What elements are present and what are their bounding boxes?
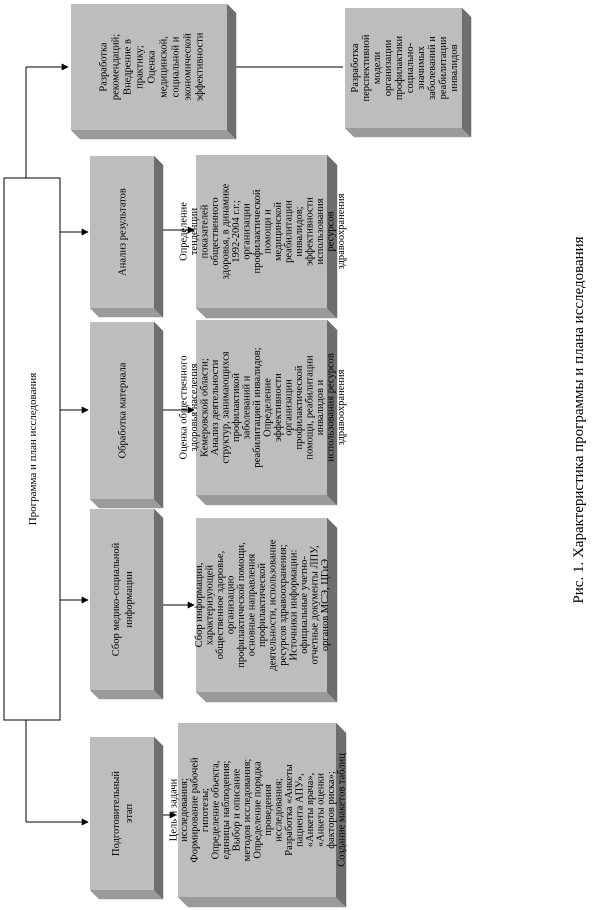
stage-0-detail-line: методов исследования; [242, 758, 253, 862]
stage-2-detail-line: Кемеровской области; [199, 358, 211, 457]
stage-1-title-line: информации [124, 571, 135, 628]
stage-3-detail-line: ресурсов [325, 211, 337, 252]
stage-4-detail-line: профилактики [394, 35, 405, 101]
stage-2-detail-line: помощи, реабилитации [304, 355, 316, 460]
stage-4-detail-box-side-face [462, 8, 471, 137]
stage-0-title-box-front-face [90, 737, 154, 890]
stage-0-title-box [90, 737, 163, 899]
stage-1-title-box [90, 509, 163, 699]
stage-0-detail-line: исследования; [179, 778, 190, 842]
stage-2-detail-line: здравоохранения [335, 369, 347, 446]
stage-4-detail-line: Разработка [350, 43, 361, 93]
stage-4-detail-line: социально- [405, 42, 416, 94]
stage-3-detail-line: здоровья, в динамике [220, 183, 232, 280]
stage-4-detail-box-bottom-face [345, 128, 471, 137]
stage-2-detail-line: Определение [262, 378, 274, 437]
stage-1-detail-box-bottom-face [196, 692, 337, 702]
stage-0-detail-line: проведения [263, 784, 274, 836]
stage-2-detail-line: Анализ деятельности [209, 359, 221, 456]
stage-4-title-line: Оценка [146, 50, 158, 84]
stage-3-detail-line: использования [314, 198, 326, 265]
stage-0-detail-line: Цель и задачи [168, 778, 180, 842]
stage-1-detail-line: органов МСЭ, ЦГиЭ [320, 558, 331, 652]
stage-2-title [118, 362, 129, 458]
stage-2-detail-line: структур, занимающихся [220, 351, 232, 464]
stage-3-title-box-side-face [154, 156, 163, 317]
stage-0-detail-line: пациента АПУ», [294, 773, 306, 847]
stage-3-detail-line: эффективности [304, 197, 316, 266]
stage-4-title-line: практику; [134, 45, 146, 89]
stage-4-detail [350, 34, 460, 101]
stage-0-detail-line: исследования; [273, 778, 285, 842]
stage-1-detail-line: отчетные документы ЛПУ, [309, 545, 321, 665]
stage-3-detail-line: Определение [178, 202, 190, 261]
stage-1-detail-line: Сбор информации, [194, 562, 205, 648]
stage-4-title-line: эффективности [194, 32, 206, 102]
stage-4-detail-line: модели [372, 51, 383, 85]
stage-1-detail-line: организацию [225, 575, 237, 635]
stage-1-detail-line: ресурсов здравоохранения; [278, 544, 289, 666]
stage-1-title-box-front-face [90, 509, 154, 690]
stage-2-title-box-bottom-face [90, 499, 163, 508]
stage-3-detail-line: здравоохранения [335, 193, 347, 270]
stage-4-title-line: рекомендаций; [110, 33, 122, 101]
stage-1-detail-line: Источники информации: [288, 549, 300, 661]
stage-2-detail-line: использования ресурсов [325, 353, 337, 462]
stage-0-title-box-side-face [154, 737, 163, 899]
stage-0-title-line: Подготовительный [111, 771, 122, 856]
stage-4-detail-line: перспективной [361, 34, 372, 102]
stage-1-detail-line: общественное здоровье, [215, 550, 226, 660]
stage-1-detail-line: профилактической помощи, [236, 542, 247, 668]
stage-4-title-box-side-face [227, 4, 236, 139]
stage-0-detail-line: Формирование рабочей [189, 757, 201, 863]
stage-0-detail-line: единицы наблюдения; [221, 760, 232, 860]
stage-3-detail-line: организации [241, 203, 253, 260]
stage-4-title-box-bottom-face [71, 130, 236, 139]
stage-0-detail-box-bottom-face [178, 897, 346, 907]
stage-0-detail-line: «Анкеты врача», [305, 772, 316, 848]
stage-0-detail-line: Создание макетов таблиц [336, 753, 348, 867]
stage-3-detail-line: медицинской [272, 201, 284, 262]
stage-2-title-box-side-face [154, 322, 163, 508]
stage-4-title-line: Разработка [98, 42, 110, 92]
stage-1-title-box-bottom-face [90, 690, 163, 699]
stage-2-title-line: Обработка материала [117, 362, 129, 459]
stage-1-detail-line: профилактической [257, 563, 268, 647]
stage-4-detail-box [345, 8, 471, 137]
stage-4-title-line: социальной и [170, 36, 182, 98]
stage-0-detail-line: Определение порядка [252, 761, 264, 859]
stage-2-detail-line: профилактикой [230, 372, 242, 443]
stage-3-detail-line: реабилитации [283, 200, 295, 263]
stage-0-detail-line: Разработка «Анкеты [284, 764, 295, 856]
stage-4-detail-line: заболеваний и [427, 36, 438, 100]
root-box [4, 178, 60, 720]
stage-0-detail-line: Определение объекта, [210, 760, 222, 860]
stage-2-detail-line: реабилитацией инвалидов; [251, 347, 263, 468]
stage-3-detail-line: инвалидов; [293, 206, 305, 257]
stage-3-detail-box [178, 155, 347, 318]
stage-2-detail-line: эффективности [272, 373, 284, 442]
stage-2-detail-line: здоровья населения [188, 363, 200, 452]
stage-0-detail-line: «Анкеты оценки [315, 772, 327, 848]
stage-2-detail-box-bottom-face [196, 495, 337, 505]
stage-0-detail-line: Выбор и описание [231, 768, 243, 852]
stage-0-detail-line: гипотезы; [200, 787, 211, 833]
stage-4-title-line: Внедрение в [122, 39, 134, 95]
stage-2-detail-line: инвалидов и [314, 379, 326, 436]
stage-2-detail-box [178, 320, 347, 505]
stage-1-detail-box [194, 518, 337, 702]
stage-1-detail-line: основные направления [246, 553, 258, 657]
stage-2-detail-line: организации [283, 379, 295, 436]
stage-0-title-line: этап [124, 803, 135, 824]
stage-2-detail-line: заболеваний и [241, 375, 253, 440]
figure-caption: Рис. 1. Характеристика программы и плана исследования [571, 236, 587, 604]
stage-1-detail-line: характеризующей [204, 564, 216, 646]
stage-1-detail-line: официальные учетно- [299, 556, 310, 654]
stage-4-title-line: экономической [182, 33, 194, 101]
stage-4-detail-line: реабилитации [438, 36, 449, 100]
stage-4-title-line: медицинской, [158, 36, 170, 98]
stage-2-detail-line: Оценка общественного [178, 355, 190, 460]
stage-1-title-line: Сбор медико-социальной [111, 542, 122, 657]
root-label: Программа и план исследования [27, 372, 39, 526]
stage-0-title-box-bottom-face [90, 890, 163, 899]
stage-3-detail-line: помощи и [262, 209, 274, 254]
stage-3-title-box-bottom-face [90, 308, 163, 317]
stage-4-detail-line: значимых [416, 46, 427, 90]
stage-1-detail-line: деятельности, использование [267, 539, 279, 671]
stage-3-detail-line: тенденции [188, 207, 200, 256]
stage-0-detail-box [169, 723, 348, 907]
stage-3-title-line: Анализ результатов [117, 188, 129, 276]
stage-3-title [118, 188, 129, 276]
stage-2-detail-line: профилактической [293, 365, 305, 450]
stage-1-title-box-side-face [154, 509, 163, 699]
stage-3-detail-box-bottom-face [196, 308, 337, 318]
stage-0-detail-line: факторов риска»; [326, 771, 337, 849]
stage-3-detail-line: профилактической [251, 189, 263, 274]
stage-4-detail-line: организации [383, 39, 394, 97]
stage-4-detail-line: инвалидов [449, 44, 460, 92]
stage-3-detail-line: 1992-2004 г.г.; [230, 200, 242, 263]
stage-2-title-box [90, 322, 163, 508]
stage-3-detail-line: общественного [209, 197, 221, 266]
stage-3-title-box [90, 156, 163, 317]
stage-4-title-box [71, 4, 236, 139]
stage-3-detail-line: показателей [199, 204, 211, 259]
